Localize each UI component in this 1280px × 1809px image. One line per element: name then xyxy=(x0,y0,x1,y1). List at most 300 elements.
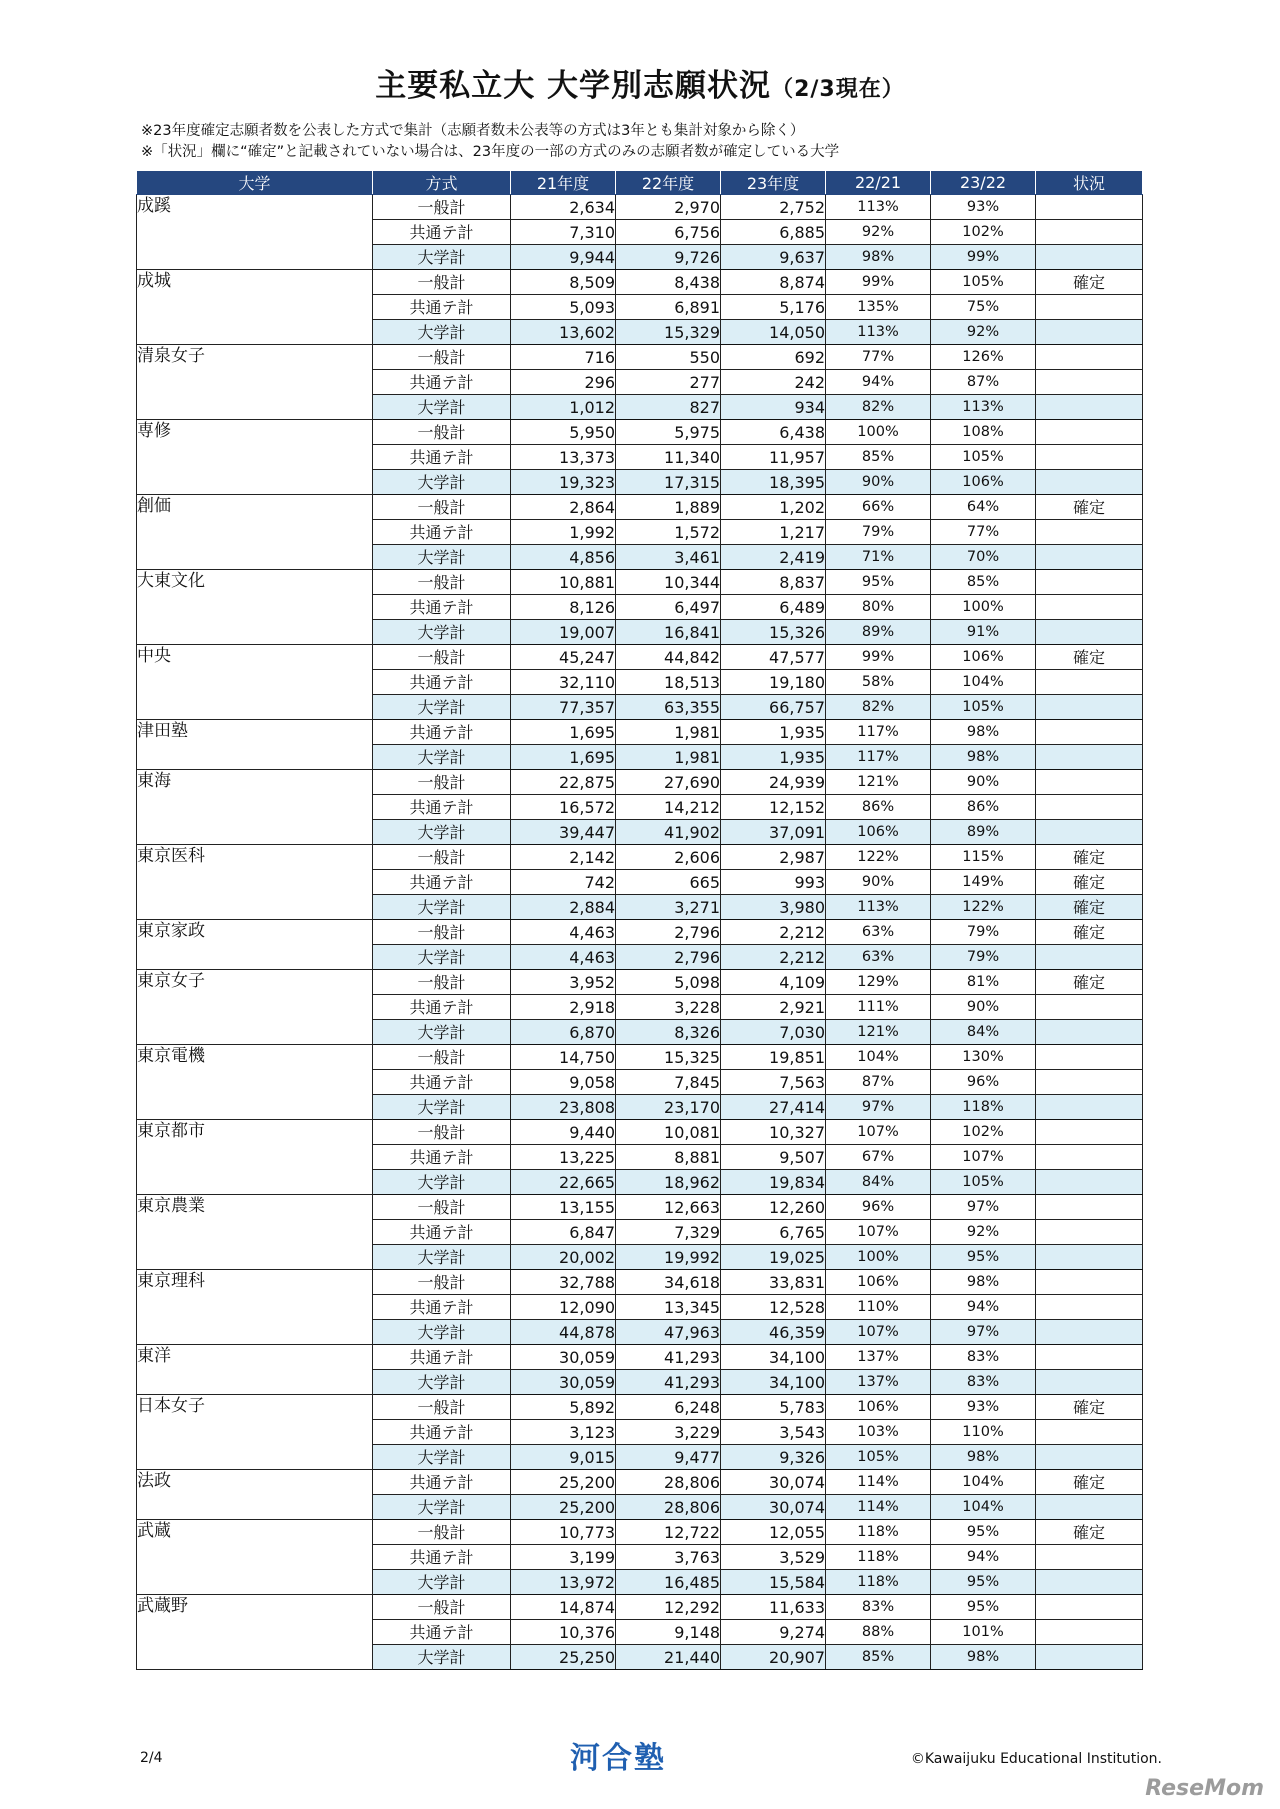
cell-ratio-22-21: 82% xyxy=(826,395,931,420)
cell-fy22: 5,098 xyxy=(616,970,721,995)
cell-fy23: 30,074 xyxy=(721,1495,826,1520)
cell-ratio-22-21: 92% xyxy=(826,220,931,245)
cell-fy21: 9,058 xyxy=(511,1070,616,1095)
cell-ratio-23-22: 122% xyxy=(931,895,1036,920)
cell-ratio-22-21: 88% xyxy=(826,1620,931,1645)
cell-fy21: 3,199 xyxy=(511,1545,616,1570)
cell-fy23: 1,202 xyxy=(721,495,826,520)
cell-ratio-23-22: 95% xyxy=(931,1245,1036,1270)
cell-ratio-23-22: 79% xyxy=(931,920,1036,945)
cell-fy23: 6,885 xyxy=(721,220,826,245)
cell-fy21: 14,750 xyxy=(511,1045,616,1070)
cell-method: 共通テ計 xyxy=(373,370,511,395)
cell-ratio-22-21: 106% xyxy=(826,1270,931,1295)
cell-ratio-23-22: 84% xyxy=(931,1020,1036,1045)
cell-fy22: 8,326 xyxy=(616,1020,721,1045)
cell-ratio-23-22: 98% xyxy=(931,1645,1036,1670)
cell-ratio-22-21: 100% xyxy=(826,1245,931,1270)
cell-ratio-23-22: 100% xyxy=(931,595,1036,620)
cell-fy22: 3,228 xyxy=(616,995,721,1020)
cell-method: 一般計 xyxy=(373,920,511,945)
cell-fy21: 13,225 xyxy=(511,1145,616,1170)
cell-ratio-22-21: 117% xyxy=(826,720,931,745)
cell-ratio-23-22: 95% xyxy=(931,1595,1036,1620)
cell-fy22: 28,806 xyxy=(616,1470,721,1495)
cell-ratio-22-21: 96% xyxy=(826,1195,931,1220)
cell-fy21: 4,856 xyxy=(511,545,616,570)
cell-fy21: 6,847 xyxy=(511,1220,616,1245)
cell-status xyxy=(1036,1645,1143,1670)
cell-ratio-22-21: 105% xyxy=(826,1445,931,1470)
cell-ratio-23-22: 96% xyxy=(931,1070,1036,1095)
cell-fy21: 8,509 xyxy=(511,270,616,295)
cell-status xyxy=(1036,1045,1143,1070)
cell-fy21: 39,447 xyxy=(511,820,616,845)
cell-status xyxy=(1036,1420,1143,1445)
cell-ratio-22-21: 114% xyxy=(826,1495,931,1520)
cell-fy21: 5,892 xyxy=(511,1395,616,1420)
cell-fy23: 18,395 xyxy=(721,470,826,495)
cell-method: 大学計 xyxy=(373,1170,511,1195)
cell-fy23: 7,563 xyxy=(721,1070,826,1095)
cell-fy21: 9,440 xyxy=(511,1120,616,1145)
cell-ratio-22-21: 85% xyxy=(826,445,931,470)
cell-status xyxy=(1036,420,1143,445)
cell-fy23: 2,752 xyxy=(721,195,826,220)
cell-ratio-23-22: 130% xyxy=(931,1045,1036,1070)
table-row xyxy=(137,420,1143,445)
cell-fy22: 9,148 xyxy=(616,1620,721,1645)
cell-status xyxy=(1036,1570,1143,1595)
cell-ratio-23-22: 94% xyxy=(931,1545,1036,1570)
university-name: 清泉女子 xyxy=(137,345,373,420)
cell-fy22: 44,842 xyxy=(616,645,721,670)
table-row xyxy=(137,270,1143,295)
cell-ratio-23-22: 89% xyxy=(931,820,1036,845)
cell-ratio-23-22: 70% xyxy=(931,545,1036,570)
cell-ratio-22-21: 118% xyxy=(826,1570,931,1595)
header-method: 方式 xyxy=(373,171,511,195)
table-header xyxy=(137,171,1143,195)
cell-fy22: 3,229 xyxy=(616,1420,721,1445)
cell-method: 大学計 xyxy=(373,1445,511,1470)
table-row xyxy=(137,345,1143,370)
table-row xyxy=(137,1345,1143,1370)
page-title xyxy=(0,60,1280,105)
cell-fy21: 12,090 xyxy=(511,1295,616,1320)
cell-fy23: 4,109 xyxy=(721,970,826,995)
cell-ratio-22-21: 82% xyxy=(826,695,931,720)
cell-method: 大学計 xyxy=(373,1095,511,1120)
cell-fy21: 6,870 xyxy=(511,1020,616,1045)
cell-method: 大学計 xyxy=(373,320,511,345)
cell-ratio-22-21: 67% xyxy=(826,1145,931,1170)
cell-ratio-22-21: 118% xyxy=(826,1545,931,1570)
cell-ratio-22-21: 135% xyxy=(826,295,931,320)
university-name: 東京家政 xyxy=(137,920,373,970)
cell-method: 共通テ計 xyxy=(373,870,511,895)
cell-ratio-23-22: 107% xyxy=(931,1145,1036,1170)
cell-ratio-23-22: 79% xyxy=(931,945,1036,970)
cell-fy21: 2,864 xyxy=(511,495,616,520)
cell-status xyxy=(1036,220,1143,245)
cell-status xyxy=(1036,820,1143,845)
header-fy23: 23年度 xyxy=(721,171,826,195)
table-row xyxy=(137,1195,1143,1220)
cell-ratio-23-22: 93% xyxy=(931,1395,1036,1420)
cell-method: 一般計 xyxy=(373,1120,511,1145)
note-1: ※23年度確定志願者数を公表した方式で集計（志願者数未公表等の方式は3年とも集計対象から除く） xyxy=(141,123,805,139)
university-name: 成城 xyxy=(137,270,373,345)
cell-fy22: 8,881 xyxy=(616,1145,721,1170)
cell-status xyxy=(1036,445,1143,470)
cell-fy21: 32,788 xyxy=(511,1270,616,1295)
cell-fy22: 18,513 xyxy=(616,670,721,695)
cell-method: 一般計 xyxy=(373,345,511,370)
cell-status xyxy=(1036,295,1143,320)
cell-ratio-22-21: 106% xyxy=(826,820,931,845)
cell-ratio-23-22: 105% xyxy=(931,270,1036,295)
cell-fy23: 2,419 xyxy=(721,545,826,570)
cell-fy21: 5,950 xyxy=(511,420,616,445)
cell-fy22: 34,618 xyxy=(616,1270,721,1295)
cell-method: 大学計 xyxy=(373,1645,511,1670)
cell-method: 一般計 xyxy=(373,195,511,220)
cell-ratio-22-21: 66% xyxy=(826,495,931,520)
cell-fy21: 44,878 xyxy=(511,1320,616,1345)
cell-fy23: 20,907 xyxy=(721,1645,826,1670)
cell-status xyxy=(1036,370,1143,395)
cell-fy22: 15,325 xyxy=(616,1045,721,1070)
title-date: （2/3現在） xyxy=(771,77,905,102)
cell-method: 共通テ計 xyxy=(373,445,511,470)
cell-ratio-23-22: 98% xyxy=(931,1270,1036,1295)
cell-fy21: 2,918 xyxy=(511,995,616,1020)
cell-ratio-22-21: 95% xyxy=(826,570,931,595)
cell-method: 一般計 xyxy=(373,495,511,520)
cell-ratio-23-22: 81% xyxy=(931,970,1036,995)
cell-method: 共通テ計 xyxy=(373,1345,511,1370)
cell-fy23: 1,935 xyxy=(721,720,826,745)
cell-fy23: 27,414 xyxy=(721,1095,826,1120)
cell-fy22: 28,806 xyxy=(616,1495,721,1520)
cell-fy22: 7,845 xyxy=(616,1070,721,1095)
cell-ratio-22-21: 107% xyxy=(826,1220,931,1245)
cell-ratio-22-21: 107% xyxy=(826,1320,931,1345)
cell-fy22: 16,485 xyxy=(616,1570,721,1595)
cell-fy23: 37,091 xyxy=(721,820,826,845)
cell-status: 確定 xyxy=(1036,870,1143,895)
table-row xyxy=(137,1595,1143,1620)
cell-ratio-23-22: 64% xyxy=(931,495,1036,520)
cell-status xyxy=(1036,520,1143,545)
table-row xyxy=(137,970,1143,995)
cell-fy23: 5,176 xyxy=(721,295,826,320)
cell-fy21: 9,944 xyxy=(511,245,616,270)
table-row xyxy=(137,195,1143,220)
cell-fy22: 2,606 xyxy=(616,845,721,870)
cell-fy21: 45,247 xyxy=(511,645,616,670)
kawaijuku-logo: 河合塾 xyxy=(570,1741,666,1776)
table-row xyxy=(137,845,1143,870)
cell-fy22: 2,796 xyxy=(616,945,721,970)
university-name: 東京女子 xyxy=(137,970,373,1045)
university-name: 日本女子 xyxy=(137,1395,373,1470)
cell-fy23: 11,633 xyxy=(721,1595,826,1620)
cell-method: 一般計 xyxy=(373,845,511,870)
cell-ratio-22-21: 77% xyxy=(826,345,931,370)
cell-fy23: 14,050 xyxy=(721,320,826,345)
cell-fy23: 10,327 xyxy=(721,1120,826,1145)
cell-fy23: 15,584 xyxy=(721,1570,826,1595)
cell-fy21: 3,123 xyxy=(511,1420,616,1445)
cell-fy23: 5,783 xyxy=(721,1395,826,1420)
cell-method: 一般計 xyxy=(373,645,511,670)
cell-status: 確定 xyxy=(1036,1470,1143,1495)
cell-ratio-23-22: 75% xyxy=(931,295,1036,320)
cell-status xyxy=(1036,695,1143,720)
cell-ratio-23-22: 104% xyxy=(931,1495,1036,1520)
cell-fy23: 19,180 xyxy=(721,670,826,695)
cell-ratio-23-22: 102% xyxy=(931,1120,1036,1145)
cell-ratio-23-22: 95% xyxy=(931,1520,1036,1545)
cell-fy23: 12,152 xyxy=(721,795,826,820)
cell-fy22: 21,440 xyxy=(616,1645,721,1670)
header-fy22: 22年度 xyxy=(616,171,721,195)
cell-status: 確定 xyxy=(1036,895,1143,920)
cell-ratio-23-22: 104% xyxy=(931,670,1036,695)
cell-method: 大学計 xyxy=(373,1020,511,1045)
cell-fy21: 20,002 xyxy=(511,1245,616,1270)
cell-ratio-22-21: 129% xyxy=(826,970,931,995)
cell-ratio-23-22: 101% xyxy=(931,1620,1036,1645)
cell-method: 一般計 xyxy=(373,1045,511,1070)
cell-fy23: 993 xyxy=(721,870,826,895)
cell-fy23: 34,100 xyxy=(721,1345,826,1370)
header-ratio-22-21: 22/21 xyxy=(826,171,931,195)
cell-ratio-22-21: 71% xyxy=(826,545,931,570)
university-name: 成蹊 xyxy=(137,195,373,270)
resemom-watermark: ReseMom xyxy=(1145,1776,1264,1801)
cell-fy21: 7,310 xyxy=(511,220,616,245)
cell-fy23: 2,921 xyxy=(721,995,826,1020)
cell-fy22: 12,722 xyxy=(616,1520,721,1545)
cell-ratio-22-21: 98% xyxy=(826,245,931,270)
cell-method: 大学計 xyxy=(373,1495,511,1520)
cell-ratio-23-22: 115% xyxy=(931,845,1036,870)
cell-ratio-23-22: 149% xyxy=(931,870,1036,895)
cell-fy21: 13,972 xyxy=(511,1570,616,1595)
cell-status xyxy=(1036,1245,1143,1270)
cell-fy21: 4,463 xyxy=(511,920,616,945)
cell-status: 確定 xyxy=(1036,920,1143,945)
cell-fy23: 24,939 xyxy=(721,770,826,795)
cell-ratio-22-21: 110% xyxy=(826,1295,931,1320)
cell-fy22: 27,690 xyxy=(616,770,721,795)
cell-fy21: 77,357 xyxy=(511,695,616,720)
cell-method: 大学計 xyxy=(373,1245,511,1270)
cell-fy23: 242 xyxy=(721,370,826,395)
cell-method: 大学計 xyxy=(373,820,511,845)
cell-ratio-22-21: 97% xyxy=(826,1095,931,1120)
cell-status xyxy=(1036,1595,1143,1620)
cell-fy22: 18,962 xyxy=(616,1170,721,1195)
cell-status xyxy=(1036,795,1143,820)
cell-fy21: 10,881 xyxy=(511,570,616,595)
notes xyxy=(141,121,839,163)
cell-fy23: 15,326 xyxy=(721,620,826,645)
cell-ratio-22-21: 117% xyxy=(826,745,931,770)
cell-status xyxy=(1036,1495,1143,1520)
cell-fy22: 63,355 xyxy=(616,695,721,720)
cell-status xyxy=(1036,1345,1143,1370)
cell-status xyxy=(1036,195,1143,220)
cell-fy22: 12,663 xyxy=(616,1195,721,1220)
cell-fy23: 9,326 xyxy=(721,1445,826,1470)
cell-fy22: 41,293 xyxy=(616,1370,721,1395)
cell-fy23: 2,212 xyxy=(721,920,826,945)
cell-fy21: 19,323 xyxy=(511,470,616,495)
university-name: 東海 xyxy=(137,770,373,845)
cell-status xyxy=(1036,1020,1143,1045)
cell-ratio-23-22: 106% xyxy=(931,470,1036,495)
cell-status xyxy=(1036,770,1143,795)
cell-ratio-23-22: 92% xyxy=(931,320,1036,345)
cell-status: 確定 xyxy=(1036,1395,1143,1420)
header-fy21: 21年度 xyxy=(511,171,616,195)
cell-fy21: 2,634 xyxy=(511,195,616,220)
cell-ratio-23-22: 98% xyxy=(931,745,1036,770)
cell-ratio-23-22: 87% xyxy=(931,370,1036,395)
cell-status xyxy=(1036,1270,1143,1295)
cell-fy23: 3,543 xyxy=(721,1420,826,1445)
cell-ratio-22-21: 80% xyxy=(826,595,931,620)
cell-ratio-22-21: 94% xyxy=(826,370,931,395)
cell-status xyxy=(1036,620,1143,645)
cell-method: 一般計 xyxy=(373,1595,511,1620)
cell-status xyxy=(1036,595,1143,620)
cell-ratio-22-21: 83% xyxy=(826,1595,931,1620)
cell-method: 一般計 xyxy=(373,1395,511,1420)
cell-ratio-23-22: 97% xyxy=(931,1320,1036,1345)
cell-ratio-23-22: 90% xyxy=(931,770,1036,795)
cell-status xyxy=(1036,1295,1143,1320)
cell-method: 共通テ計 xyxy=(373,295,511,320)
table-row xyxy=(137,570,1143,595)
cell-fy22: 550 xyxy=(616,345,721,370)
cell-fy23: 12,260 xyxy=(721,1195,826,1220)
cell-ratio-23-22: 105% xyxy=(931,445,1036,470)
cell-fy22: 14,212 xyxy=(616,795,721,820)
cell-ratio-22-21: 137% xyxy=(826,1345,931,1370)
cell-fy21: 4,463 xyxy=(511,945,616,970)
cell-fy23: 6,489 xyxy=(721,595,826,620)
cell-fy23: 8,874 xyxy=(721,270,826,295)
cell-method: 大学計 xyxy=(373,745,511,770)
cell-ratio-23-22: 77% xyxy=(931,520,1036,545)
cell-fy23: 19,851 xyxy=(721,1045,826,1070)
title-main: 主要私立大 大学別志願状況 xyxy=(375,68,772,104)
cell-fy21: 25,250 xyxy=(511,1645,616,1670)
cell-ratio-22-21: 113% xyxy=(826,895,931,920)
cell-status xyxy=(1036,1120,1143,1145)
cell-status xyxy=(1036,1320,1143,1345)
university-name: 東京電機 xyxy=(137,1045,373,1120)
cell-method: 共通テ計 xyxy=(373,220,511,245)
cell-fy22: 47,963 xyxy=(616,1320,721,1345)
cell-method: 一般計 xyxy=(373,1195,511,1220)
cell-status xyxy=(1036,470,1143,495)
cell-fy21: 23,808 xyxy=(511,1095,616,1120)
cell-ratio-22-21: 63% xyxy=(826,920,931,945)
cell-ratio-23-22: 106% xyxy=(931,645,1036,670)
cell-fy23: 19,834 xyxy=(721,1170,826,1195)
cell-fy22: 9,477 xyxy=(616,1445,721,1470)
cell-ratio-23-22: 95% xyxy=(931,1570,1036,1595)
cell-fy23: 46,359 xyxy=(721,1320,826,1345)
cell-fy22: 13,345 xyxy=(616,1295,721,1320)
cell-ratio-22-21: 86% xyxy=(826,795,931,820)
cell-ratio-22-21: 113% xyxy=(826,195,931,220)
cell-fy22: 6,756 xyxy=(616,220,721,245)
cell-ratio-22-21: 121% xyxy=(826,1020,931,1045)
cell-ratio-22-21: 106% xyxy=(826,1395,931,1420)
cell-method: 大学計 xyxy=(373,620,511,645)
cell-ratio-22-21: 89% xyxy=(826,620,931,645)
cell-fy23: 19,025 xyxy=(721,1245,826,1270)
cell-ratio-22-21: 104% xyxy=(826,1045,931,1070)
cell-fy21: 22,665 xyxy=(511,1170,616,1195)
cell-fy22: 15,329 xyxy=(616,320,721,345)
cell-status: 確定 xyxy=(1036,645,1143,670)
table-row xyxy=(137,770,1143,795)
table-row xyxy=(137,1395,1143,1420)
cell-fy23: 9,274 xyxy=(721,1620,826,1645)
cell-fy22: 12,292 xyxy=(616,1595,721,1620)
cell-fy22: 1,572 xyxy=(616,520,721,545)
cell-method: 一般計 xyxy=(373,270,511,295)
cell-fy22: 3,461 xyxy=(616,545,721,570)
cell-method: 共通テ計 xyxy=(373,1220,511,1245)
cell-ratio-22-21: 137% xyxy=(826,1370,931,1395)
cell-ratio-23-22: 99% xyxy=(931,245,1036,270)
cell-method: 共通テ計 xyxy=(373,995,511,1020)
page-number: 2/4 xyxy=(140,1750,163,1766)
cell-fy21: 5,093 xyxy=(511,295,616,320)
cell-fy23: 7,030 xyxy=(721,1020,826,1045)
cell-status xyxy=(1036,1370,1143,1395)
table-row xyxy=(137,1520,1143,1545)
header-status: 状況 xyxy=(1036,171,1143,195)
cell-method: 大学計 xyxy=(373,395,511,420)
cell-fy22: 6,497 xyxy=(616,595,721,620)
cell-fy21: 10,773 xyxy=(511,1520,616,1545)
cell-fy23: 3,980 xyxy=(721,895,826,920)
university-name: 武蔵野 xyxy=(137,1595,373,1670)
cell-ratio-23-22: 92% xyxy=(931,1220,1036,1245)
cell-ratio-22-21: 103% xyxy=(826,1420,931,1445)
header-university: 大学 xyxy=(137,171,373,195)
cell-fy22: 277 xyxy=(616,370,721,395)
cell-status xyxy=(1036,1170,1143,1195)
university-name: 武蔵 xyxy=(137,1520,373,1595)
cell-fy21: 1,012 xyxy=(511,395,616,420)
cell-fy23: 934 xyxy=(721,395,826,420)
cell-status xyxy=(1036,1545,1143,1570)
cell-method: 共通テ計 xyxy=(373,670,511,695)
cell-fy21: 14,874 xyxy=(511,1595,616,1620)
cell-method: 大学計 xyxy=(373,470,511,495)
